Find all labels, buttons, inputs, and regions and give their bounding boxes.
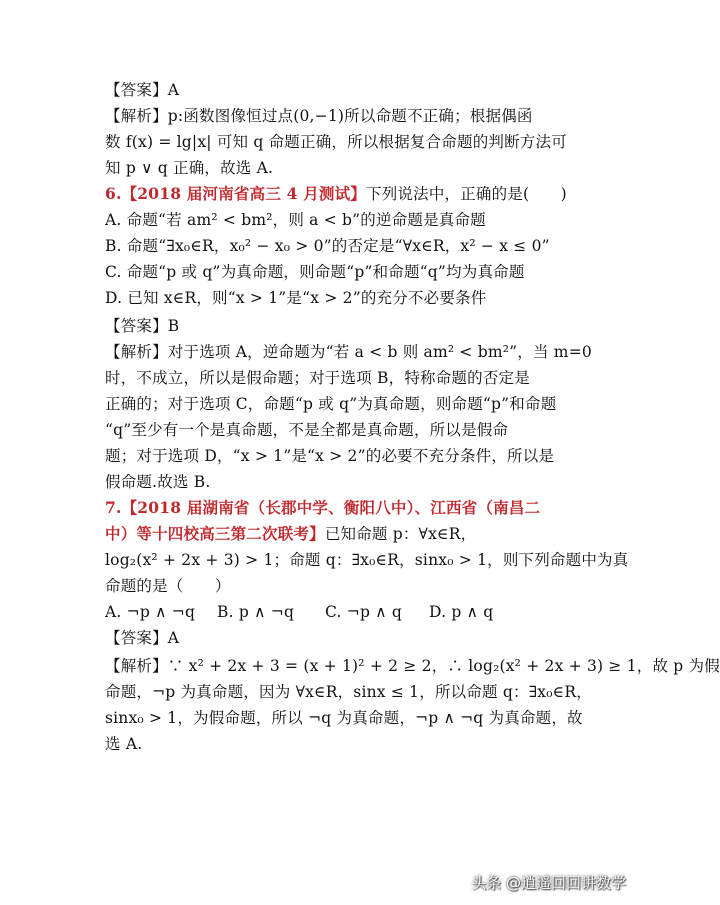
q6-analysis-line-5: 题；对于选项 D，“x > 1”是“x > 2”的必要不充分条件，所以是 <box>105 447 555 465</box>
q5-analysis-line-1: 【解析】p:函数图像恒过点(0,−1)所以命题不正确；根据偶函 <box>105 107 533 125</box>
q6-number: 6. <box>105 184 122 203</box>
q7-option-b: B. p ∧ ¬q <box>217 603 295 621</box>
q6-option-c: C. 命题“p 或 q”为真命题，则命题“p”和命题“q”均为真命题 <box>105 263 525 281</box>
q6-source: 【2018 届河南省高三 4 月测试】 <box>121 184 367 203</box>
q6-option-d: D. 已知 x∈R，则“x > 1”是“x > 2”的充分不必要条件 <box>105 289 487 307</box>
q7-number: 7. <box>105 498 122 517</box>
q6-analysis-line-4: “q”至少有一个是真命题，不是全都是真命题，所以是假命 <box>105 421 509 439</box>
q6-analysis-line-2: 时，不成立，所以是假命题；对于选项 B，特称命题的否定是 <box>105 369 530 387</box>
q7-source-2: 中）等十四校高三第二次联考】 <box>105 524 325 543</box>
watermark: 头条 @逍遥回回讲数学 <box>471 874 626 892</box>
q7-stem-part-1: 已知命题 p：∀x∈R， <box>324 525 477 543</box>
q7-answer: 【答案】A <box>105 629 180 647</box>
q5-analysis-line-3: 知 p ∨ q 正确，故选 A. <box>105 159 274 177</box>
q7-analysis-line-3: sinx₀ > 1，为假命题，所以 ¬q 为真命题，¬p ∧ ¬q 为真命题，故 <box>105 709 583 727</box>
q7-source-line-1 <box>105 496 540 520</box>
q5-answer: 【答案】A <box>105 81 180 99</box>
q6-analysis-line-3: 正确的；对于选项 C，命题“p 或 q”为真命题，则命题“p”和命题 <box>105 395 557 413</box>
q7-analysis-line-1: 【解析】∵ x² + 2x + 3 = (x + 1)² + 2 ≥ 2，∴ log₂(x² + 2x + 3) ≥ 1，故 p 为假 <box>105 657 720 675</box>
q6-option-a: A. 命题“若 am² < bm²，则 a < b”的逆命题是真命题 <box>105 211 486 229</box>
q6-option-b: B. 命题“∃x₀∈R，x₀² − x₀ > 0”的否定是“∀x∈R，x² − x ≤ 0” <box>105 237 550 255</box>
q7-options <box>105 600 493 624</box>
q6-analysis-line-6: 假命题.故选 B. <box>105 473 211 491</box>
q7-source-line-2 <box>105 522 476 546</box>
q7-analysis-line-2: 命题，¬p 为真命题，因为 ∀x∈R，sinx ≤ 1，所以命题 q：∃x₀∈R， <box>105 683 592 701</box>
q7-stem-line-3: log₂(x² + 2x + 3) > 1；命题 q：∃x₀∈R，sinx₀ > 1，则下列命题中为真 <box>105 551 629 569</box>
q7-option-d: D. p ∧ q <box>429 603 494 621</box>
q7-option-c: C. ¬p ∧ q <box>325 603 402 621</box>
q7-option-a: A. ¬p ∧ ¬q <box>105 603 196 621</box>
q6-answer: 【答案】B <box>105 317 180 335</box>
q6-header <box>105 182 567 206</box>
q5-analysis-line-2: 数 f(x) = lg|x| 可知 q 命题正确，所以根据复合命题的判断方法可 <box>105 133 567 151</box>
q6-stem: 下列说法中，正确的是( ) <box>366 185 567 203</box>
q7-analysis-line-4: 选 A. <box>105 735 143 753</box>
q7-stem-line-4: 命题的是（ ） <box>105 577 231 595</box>
q6-analysis-line-1: 【解析】对于选项 A，逆命题为“若 a < b 则 am² < bm²”，当 m=0 <box>105 343 592 361</box>
q7-source-1: 【2018 届湖南省（长郡中学、衡阳八中）、江西省（南昌二 <box>121 498 541 517</box>
